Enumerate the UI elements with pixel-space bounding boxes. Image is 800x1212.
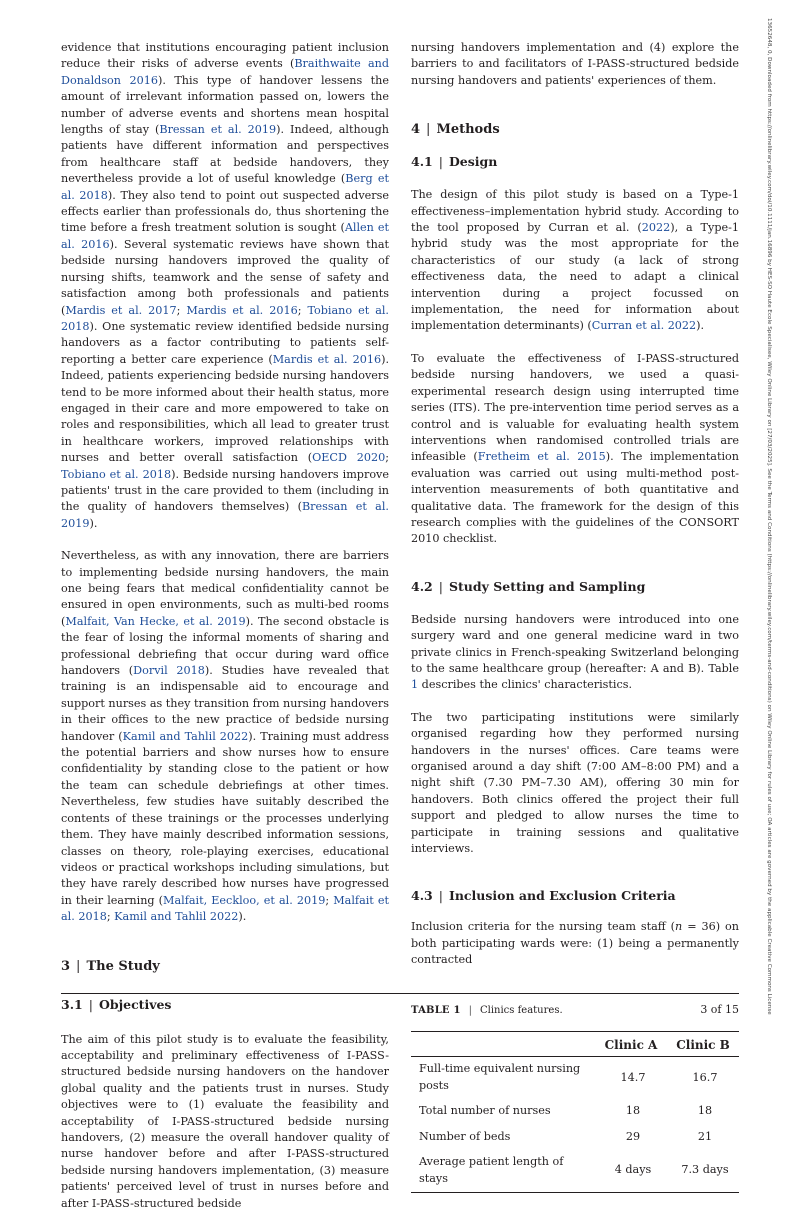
cell-clinic-a: 18 bbox=[625, 1104, 641, 1118]
row-label: Number of beds bbox=[419, 1129, 511, 1143]
row-label: Total number of nurses bbox=[419, 1104, 551, 1118]
citation-link[interactable]: Kamil and Tahlil 2022 bbox=[122, 729, 249, 743]
paragraph: Inclusion criteria for the nursing team staff (n = 36) on both participating wards were: (1) being a permanently contracted bbox=[411, 920, 739, 967]
paragraph: The aim of this pilot study is to evaluate the feasibility, acceptability and preliminary effectiveness of I-PASS-structured bedside nursing handovers on the handover global quality and the patients trust in nurses. Study objectives were to (1) evaluate the feasibility and acceptability of I-PASS-structured bedside nursing handovers, (2) measure the overall handover quality of nurse handover before and after I-PASS-structured bedside nursing handovers implementation, (3) measure patients' perceived level of trust in nurses before and after I-PASS-structured bedside bbox=[61, 1032, 389, 1210]
row-label: Full-time equivalent nursing posts bbox=[419, 1062, 581, 1092]
paragraph: The design of this pilot study is based on a Type-1 effectiveness–implementation hybrid study. According to the tool proposed by Curran et al. (2022), a Type-1 hybrid study was the most appropriate for the characteristics of our study (a lack of strong effectiveness data, the need to adapt a clinical intervention during a project focussed on implementation, the need for information about implementation determinants) (Curran et al. 2022). bbox=[411, 188, 739, 333]
paragraph: evidence that institutions encouraging patient inclusion reduce their risks of adverse events (Braithwaite and Donaldson 2016). This type of handover lessens the amount of irrelevant information passed on, lowers the number of adverse events and shortens mean hospital lengths of stay (Bressan et al. 2019). Indeed, although patients have different information and perspectives from healthcare staff at bedside handovers, they nevertheless provide a lot of useful knowledge (Berg et al. 2018). They also tend to point out suspected adverse effects earlier than professionals do, thus shortening the time before a fresh treatment solution is sought (Allen et al. 2016). Several systematic reviews have shown that bedside nursing handovers improved the quality of nursing shifts, teamwork and the sense of safety and satisfaction among both professionals and patients (Mardis et al. 2017; Mardis et al. 2016; Tobiano et al. 2018). One systematic review identified bedside nursing handovers as a factor contributing to patients self-reporting a better care experience (Mardis et al. 2016). Indeed, patients experiencing bedside nursing handovers tend to be more informed about their health status, more engaged in their care and more empowered to take on roles and responsibilities, which all lead to greater trust in healthcare workers, improved relationships with nurses and better overall satisfaction (OECD 2020; Tobiano et al. 2018). Bedside nursing handovers improve patients' trust in the care provided to them (including in the quality of handovers themselves) (Bressan et al. 2019). bbox=[61, 41, 390, 530]
table-row bbox=[411, 1150, 739, 1192]
citation-link[interactable]: Tobiano et al. 2018 bbox=[61, 467, 172, 481]
table-row bbox=[411, 1125, 739, 1150]
row-label: Average patient length of stays bbox=[419, 1155, 564, 1185]
clinics-table bbox=[411, 1031, 739, 1193]
citation-link[interactable]: Kamil and Tahlil 2022 bbox=[114, 910, 239, 924]
table-link[interactable]: 1 bbox=[411, 678, 419, 692]
right-column bbox=[411, 40, 739, 1193]
citation-link[interactable]: OECD 2020 bbox=[312, 451, 386, 465]
citation-link[interactable]: Malfait, Van Hecke, et al. 2019 bbox=[65, 614, 246, 628]
section-heading: 4 | Methods bbox=[411, 122, 500, 138]
table-header-clinic-b: Clinic B bbox=[676, 1038, 730, 1053]
citation-link[interactable]: Tobiano et al. 2018 bbox=[61, 303, 389, 333]
citation-link[interactable]: 2022 bbox=[641, 221, 671, 235]
cell-clinic-b: 18 bbox=[697, 1104, 713, 1118]
section-heading: 3 | The Study bbox=[61, 958, 160, 974]
table-header-row bbox=[411, 1032, 739, 1057]
subsection-heading: 4.1 | Design bbox=[411, 154, 498, 170]
table-row bbox=[411, 1057, 739, 1099]
download-notice-sidebar: 13652648, 0, Downloaded from https://onlinelibrary.wiley.com/doi/10.1111/jan.16896 by HES-SO Haute Ecole Specialisee, Wiley Online Library on [27/03/2025]. See the Terms and Conditions (https://onlinelibrary.wiley.com/terms-and-conditions) on Wiley Online Library for rules of use; OA articles are governed by the applicable Creative Commons License bbox=[766, 18, 772, 1015]
cell-clinic-b: 16.7 bbox=[692, 1070, 718, 1084]
citation-link[interactable]: Bressan et al. 2019 bbox=[61, 500, 389, 530]
left-column bbox=[61, 40, 389, 1212]
cell-clinic-a: 29 bbox=[625, 1129, 641, 1143]
table-header-empty bbox=[411, 1032, 595, 1057]
citation-link[interactable]: Berg et al. 2018 bbox=[61, 172, 389, 202]
subsection-heading: 3.1 | Objectives bbox=[61, 996, 172, 1012]
citation-link[interactable]: Malfait et al. 2018 bbox=[61, 893, 390, 924]
paragraph: nursing handovers implementation and (4) explore the barriers to and facilitators of I-PASS-structured bedside nursing handovers and patients' experiences of them. bbox=[411, 41, 739, 87]
table-block bbox=[411, 1003, 739, 1193]
citation-link[interactable]: Bressan et al. 2019 bbox=[159, 123, 277, 137]
cell-clinic-b: 7.3 days bbox=[681, 1163, 729, 1177]
paragraph: Bedside nursing handovers were introduced into one surgery ward and one general medicine ward in two private clinics in French-speaking Switzerland belonging to the same healthcare group (hereafter: A and B). Table 1 describes the clinics' characteristics. bbox=[411, 612, 739, 692]
cell-clinic-a: 14.7 bbox=[620, 1070, 646, 1084]
table-header-clinic-a: Clinic A bbox=[604, 1038, 658, 1053]
subsection-heading: 4.2 | Study Setting and Sampling bbox=[411, 578, 646, 594]
citation-link[interactable]: Allen et al. 2016 bbox=[61, 221, 390, 251]
cell-clinic-a: 4 days bbox=[614, 1163, 652, 1177]
citation-link[interactable]: Braithwaite and Donaldson 2016 bbox=[61, 57, 389, 87]
footer-rule bbox=[61, 993, 739, 994]
citation-link[interactable]: Mardis et al. 2016 bbox=[272, 352, 382, 366]
citation-link[interactable]: Mardis et al. 2017 bbox=[65, 303, 177, 317]
citation-link[interactable]: Dorvil 2018 bbox=[133, 664, 205, 678]
table-caption: TABLE 1 | Clinics features. bbox=[411, 1004, 563, 1016]
citation-link[interactable]: Mardis et al. 2016 bbox=[186, 303, 298, 317]
cell-clinic-b: 21 bbox=[697, 1129, 713, 1143]
citation-link[interactable]: Curran et al. 2022 bbox=[591, 319, 697, 333]
paragraph: The two participating institutions were similarly organised regarding how they performed nursing handovers in the nurses' offices. Care teams were organised around a day shift (7:00 AM–8:00 PM) and a night shift (7.30 PM–7.30 AM), offering 30 min for handovers. Both clinics offered the project their full support and pledged to allow nurses the time to participate in training sessions and qualitative interviews. bbox=[411, 710, 739, 856]
paragraph: Nevertheless, as with any innovation, there are barriers to implementing bedside nursing handovers, the main one being fears that medical confidentiality cannot be ensured in open environments, such as multi-bed rooms (Malfait, Van Hecke, et al. 2019). The second obstacle is the fear of losing the informal moments of sharing and professional debriefing that occur during ward office handovers (Dorvil 2018). Studies have revealed that training is an indispensable aid to encourage and support nurses as they transition from nursing handovers in their offices to the new practice of bedside nursing handover (Kamil and Tahlil 2022). Training must address the potential barriers and show nurses how to ensure confidentiality by standing close to the patient or how the team can schedule debriefings at other times. Nevertheless, few studies have suitably described the contents of these trainings or the processes underlying them. They have mainly described information sessions, classes on theory, role-playing exercises, educational videos or practical workshops including simulations, but they have rarely described how nurses have progressed in their learning (Malfait, Eeckloo, et al. 2019; Malfait et al. 2018; Kamil and Tahlil 2022). bbox=[61, 549, 390, 924]
citation-link[interactable]: Malfait, Eeckloo, et al. 2019 bbox=[163, 893, 326, 907]
table-row bbox=[411, 1099, 739, 1124]
page-number: 3 of 15 bbox=[700, 1003, 739, 1016]
paragraph: To evaluate the effectiveness of I-PASS-structured bedside nursing handovers, we used a quasi-experimental research design using interrupted time series (ITS). The pre-intervention time period serves as a control and is valuable for evaluating health system interventions when randomised controlled trials are infeasible (Fretheim et al. 2015). The implementation evaluation was carried out using multi-method post-intervention measurements of both quantitative and qualitative data. The framework for the design of this research complies with the guidelines of the CONSORT 2010 checklist. bbox=[411, 351, 739, 546]
subsection-heading: 4.3 | Inclusion and Exclusion Criteria bbox=[411, 888, 676, 904]
citation-link[interactable]: Fretheim et al. 2015 bbox=[477, 450, 606, 464]
